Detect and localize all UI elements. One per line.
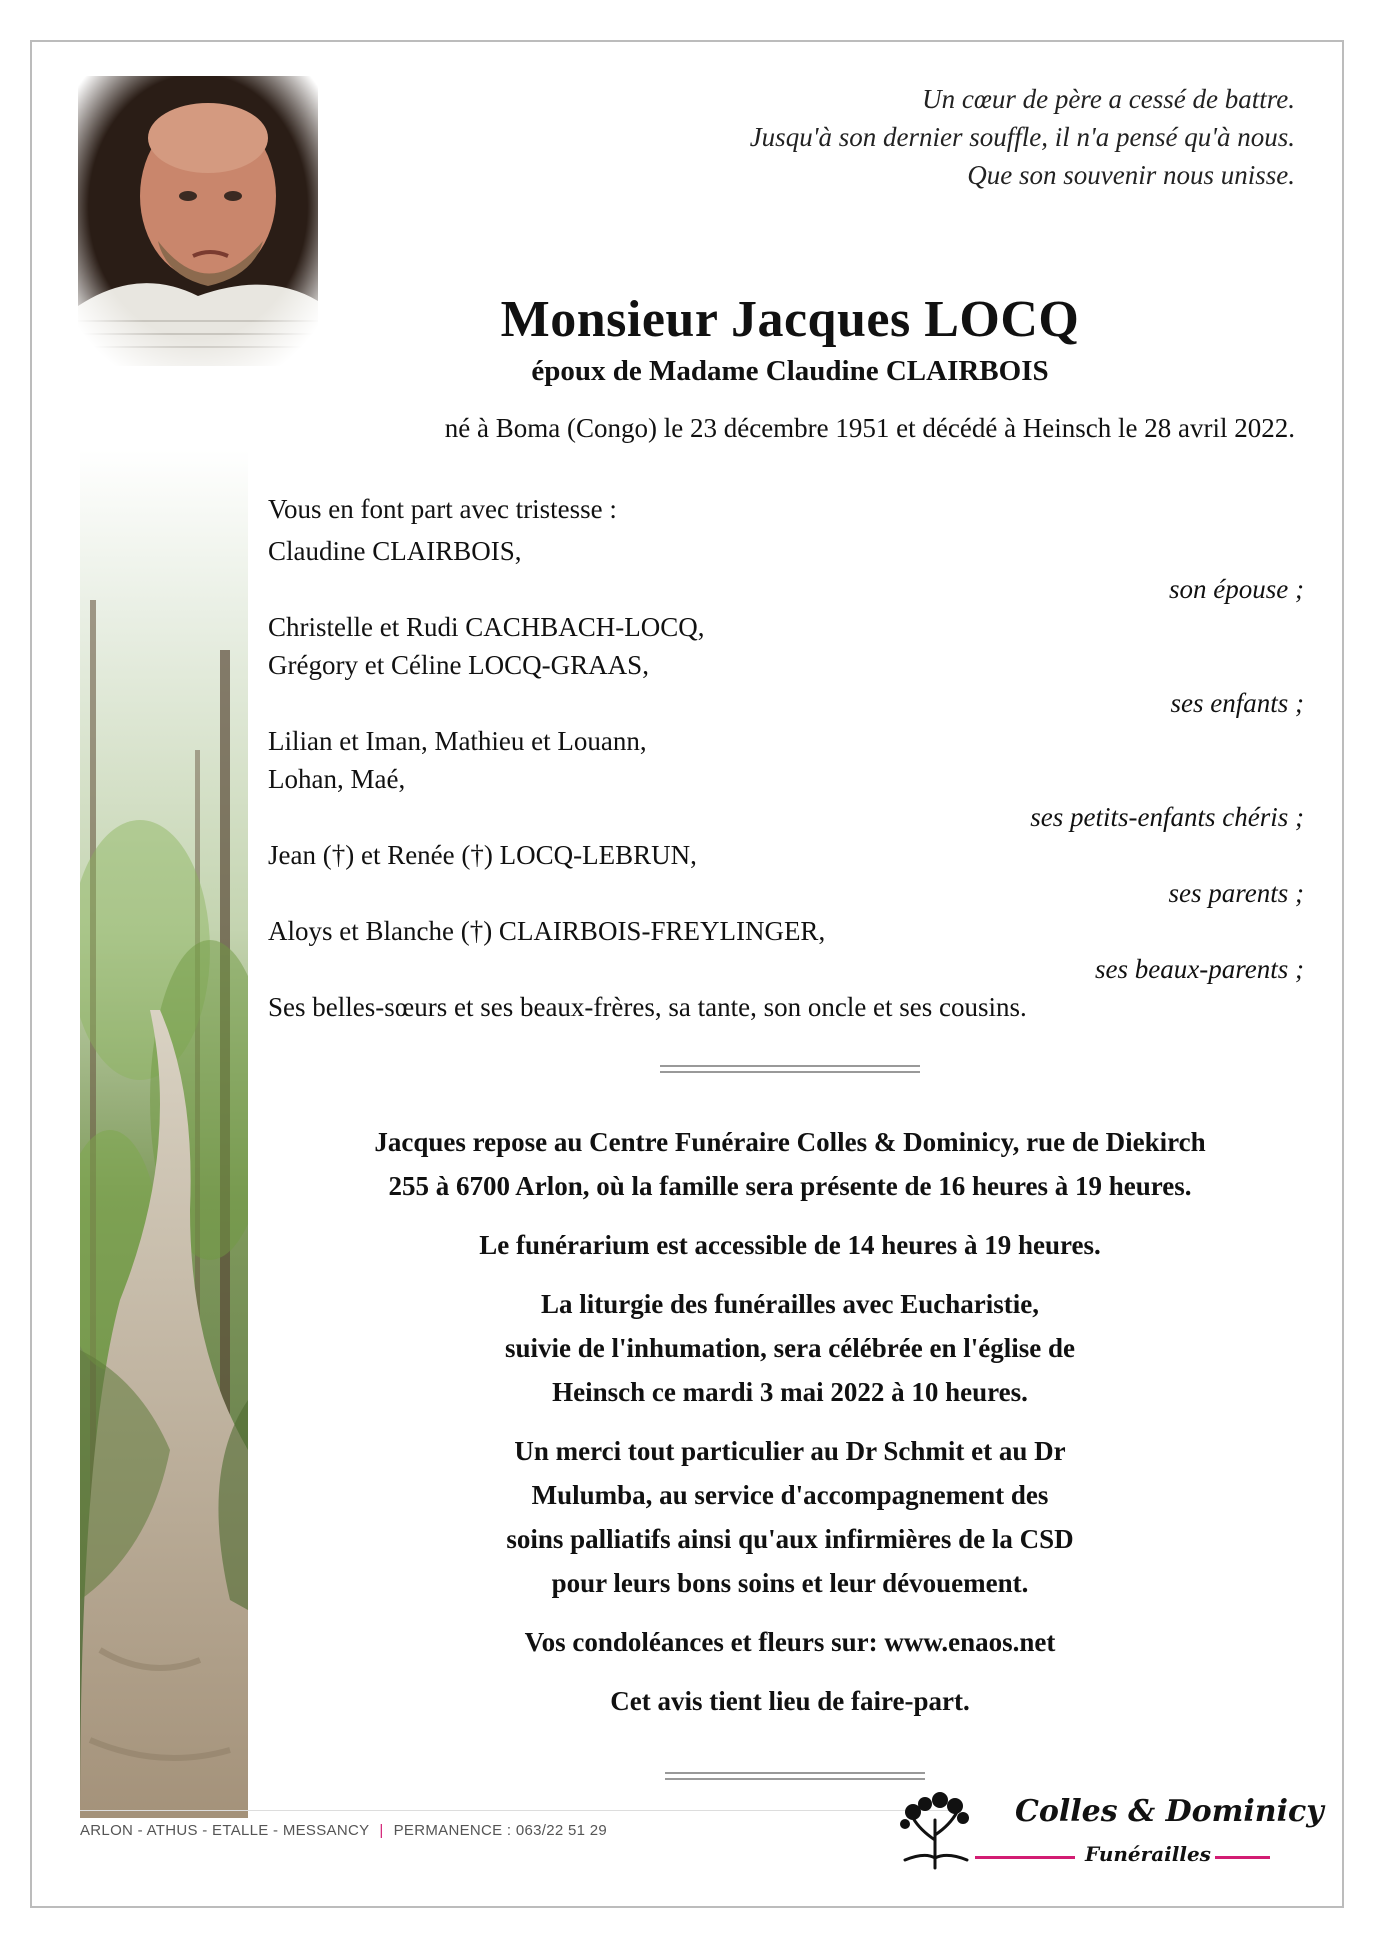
family-name: Christelle et Rudi CACHBACH-LOCQ, <box>268 612 705 642</box>
family-name: Lohan, Maé, <box>268 764 406 794</box>
family-list <box>268 490 1304 1026</box>
info-line: pour leurs bons soins et leur dévouement. <box>551 1568 1029 1598</box>
footer-rule <box>80 1810 950 1811</box>
info-line: 255 à 6700 Arlon, où la famille sera présente de 16 heures à 19 heures. <box>388 1171 1192 1201</box>
family-name: Ses belles-sœurs et ses beaux-frères, sa tante, son oncle et ses cousins. <box>268 992 1027 1022</box>
info-line: suivie de l'inhumation, sera célébrée en l'église de <box>505 1333 1075 1363</box>
info-line: Mulumba, au service d'accompagnement des <box>531 1480 1049 1510</box>
tree-icon <box>885 1790 985 1870</box>
info-line: Heinsch ce mardi 3 mai 2022 à 10 heures. <box>552 1377 1028 1407</box>
footer-permanence: PERMANENCE : 063/22 51 29 <box>393 1822 608 1839</box>
family-relation: son épouse ; <box>1169 574 1304 604</box>
family-relation: ses parents ; <box>1168 878 1304 908</box>
logo-accent-line <box>1215 1856 1270 1859</box>
logo-title: Colles & Dominicy <box>1015 1794 1324 1829</box>
forest-path-image <box>80 450 248 1818</box>
spouse-line: époux de Madame Claudine CLAIRBOIS <box>531 355 1049 387</box>
family-name: Aloys et Blanche (†) CLAIRBOIS-FREYLINGER, <box>268 916 826 946</box>
footer-separator: | <box>379 1822 384 1839</box>
divider <box>660 1065 920 1073</box>
info-line: Cet avis tient lieu de faire-part. <box>610 1686 970 1716</box>
info-line: Un merci tout particulier au Dr Schmit et au Dr <box>514 1436 1066 1466</box>
funeral-info <box>290 1120 1290 1723</box>
footer-contact <box>80 1822 607 1839</box>
info-line: Jacques repose au Centre Funéraire Colles & Dominicy, rue de Diekirch <box>374 1127 1206 1157</box>
family-relation: ses petits-enfants chéris ; <box>1030 802 1304 832</box>
info-line: soins palliatifs ainsi qu'aux infirmières de la CSD <box>506 1524 1074 1554</box>
condolences-link: Vos condoléances et fleurs sur: www.enaos.net <box>524 1627 1056 1657</box>
info-line: Le funérarium est accessible de 14 heures à 19 heures. <box>479 1230 1101 1260</box>
deceased-name: Monsieur Jacques LOCQ <box>500 291 1080 348</box>
info-line: La liturgie des funérailles avec Eucharistie, <box>541 1289 1039 1319</box>
footer-locations: ARLON - ATHUS - ETALLE - MESSANCY <box>80 1822 370 1839</box>
family-relation: ses enfants ; <box>1170 688 1304 718</box>
family-relation: ses beaux-parents ; <box>1095 954 1304 984</box>
portrait-photo <box>78 76 318 366</box>
family-name: Grégory et Céline LOCQ-GRAAS, <box>268 650 649 680</box>
poem-line: Un cœur de père a cessé de battre. <box>922 84 1295 114</box>
birth-death-line: né à Boma (Congo) le 23 décembre 1951 et décédé à Heinsch le 28 avril 2022. <box>444 413 1295 443</box>
poem-line: Jusqu'à son dernier souffle, il n'a pensé qu'à nous. <box>749 122 1295 152</box>
logo-subtitle: Funérailles <box>1085 1842 1211 1866</box>
logo-accent-line <box>975 1856 1075 1859</box>
poem <box>750 80 1295 194</box>
family-name: Claudine CLAIRBOIS, <box>268 536 522 566</box>
family-name: Jean (†) et Renée (†) LOCQ-LEBRUN, <box>268 840 697 870</box>
family-intro: Vous en font part avec tristesse : <box>268 494 617 524</box>
family-name: Lilian et Iman, Mathieu et Louann, <box>268 726 647 756</box>
poem-line: Que son souvenir nous unisse. <box>967 160 1295 190</box>
company-logo <box>885 1790 1324 1880</box>
divider <box>665 1772 925 1780</box>
